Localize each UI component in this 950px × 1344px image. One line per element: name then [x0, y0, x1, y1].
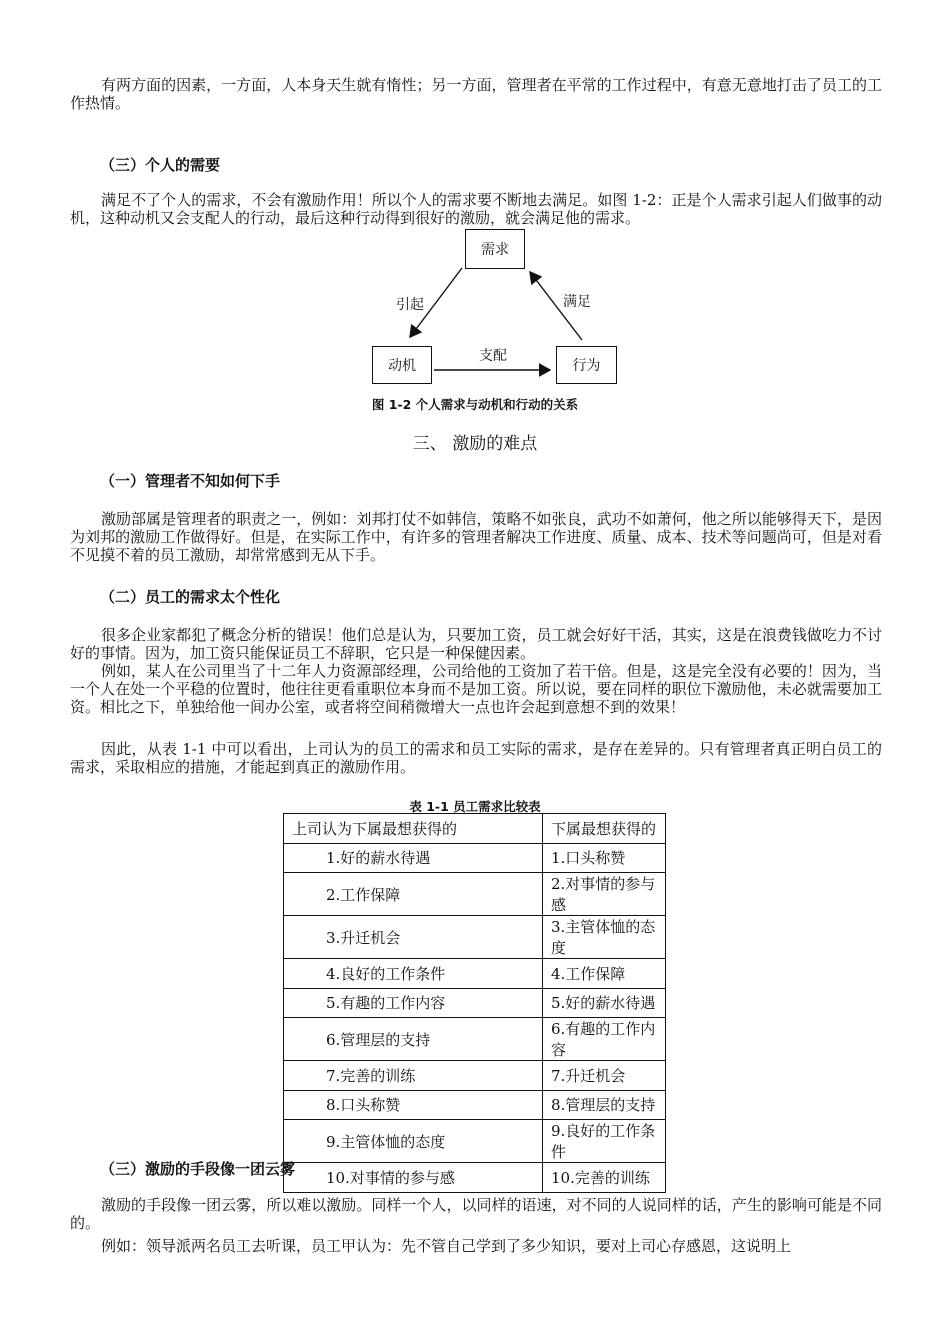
table-header-row [284, 814, 666, 844]
diagram-box-need: 需求 [465, 229, 525, 269]
table-cell-staff: 3.主管体恤的态度 [543, 916, 666, 959]
heading-personal-needs: （三）个人的需要 [100, 156, 221, 174]
table-cell-boss: 3.升迁机会 [284, 916, 543, 959]
diagram-box-motive: 动机 [372, 346, 432, 384]
table-caption: 表 1-1 员工需求比较表 [409, 799, 541, 814]
label-cause: 引起 [396, 297, 424, 313]
table-row [284, 959, 666, 989]
heading-individual: （二）员工的需求太个性化 [100, 588, 281, 606]
label-dominate: 支配 [479, 348, 507, 364]
table-row [284, 1090, 666, 1120]
table-row [284, 1061, 666, 1091]
table-header-staff: 下属最想获得的 [543, 814, 666, 844]
table-cell-staff: 6.有趣的工作内容 [543, 1018, 666, 1061]
table-row [284, 1018, 666, 1061]
table-header-boss: 上司认为下属最想获得的 [284, 814, 543, 844]
table-cell-boss: 2.工作保障 [284, 873, 543, 916]
heading-cloud: （三）激励的手段像一团云雾 [100, 1160, 296, 1178]
label-satisfy: 满足 [563, 294, 591, 310]
heading-manager: （一）管理者不知如何下手 [100, 472, 281, 490]
table-cell-staff: 5.好的薪水待遇 [543, 988, 666, 1018]
table-cell-staff: 1.口头称赞 [543, 843, 666, 873]
table-row [284, 916, 666, 959]
needs-comparison-table [283, 813, 666, 1193]
table-cell-boss: 4.良好的工作条件 [284, 959, 543, 989]
table-cell-boss: 1.好的薪水待遇 [284, 843, 543, 873]
table-row [284, 1120, 666, 1163]
paragraph-manager: 激励部属是管理者的职责之一，例如：刘邦打仗不如韩信，策略不如张良，武功不如萧何，他之所以能够得天下，是因为刘邦的激励工作做得好。但是，在实际工作中，有许多的管理者解决工作进度、质量、成本、技术等问题尚可，但是对看不见摸不着的员工激励，却常常感到无从下手。 [70, 510, 882, 564]
table-cell-staff: 2.对事情的参与感 [543, 873, 666, 916]
table-cell-boss: 7.完善的训练 [284, 1061, 543, 1091]
figure-caption: 图 1-2 个人需求与动机和行动的关系 [371, 397, 579, 412]
table-row [284, 843, 666, 873]
paragraph-example: 例如，某人在公司里当了十二年人力资源部经理，公司给他的工资加了若干倍。但是，这是完全没有必要的！因为，当一个人在处一个平稳的位置时，他往往更看重职位本身而不是加工资。所以说，要在同样的职位下激励他，未必就需要加工资。相比之下，单独给他一间办公室，或者将空间稍微增大一点也许会起到意想不到的效果！ [70, 662, 882, 716]
table-row [284, 873, 666, 916]
diagram-box-behavior: 行为 [556, 346, 617, 384]
paragraph-wrong-concept: 很多企业家都犯了概念分析的错误！他们总是认为，只要加工资，员工就会好好干活，其实，这是在浪费钱做吃力不讨好的事情。因为，加工资只能保证员工不辞职，它只是一种保健因素。 [70, 626, 882, 662]
paragraph-cloud: 激励的手段像一团云雾，所以难以激励。同样一个人，以同样的语速，对不同的人说同样的话，产生的影响可能是不同的。 [70, 1196, 882, 1232]
diagram-arrows [0, 0, 950, 420]
table-cell-boss: 5.有趣的工作内容 [284, 988, 543, 1018]
section-title: 三、 激励的难点 [412, 434, 538, 454]
paragraph-cloud-example: 例如：领导派两名员工去听课，员工甲认为：先不管自己学到了多少知识，要对上司心存感恩，这说明上 [101, 1237, 792, 1255]
paragraph-intro: 有两方面的因素，一方面，人本身天生就有惰性；另一方面，管理者在平常的工作过程中，有意无意地打击了员工的工作热情。 [70, 76, 882, 112]
table-cell-boss: 10.对事情的参与感 [284, 1163, 543, 1193]
table-row [284, 1163, 666, 1193]
paragraph-needs: 满足不了个人的需求，不会有激励作用！所以个人的需求要不断地去满足。如图 1-2：正是个人需求引起人们做事的动机，这种动机又会支配人的行动，最后这种行动得到很好的激励，就会满足他的需求。 [70, 191, 882, 227]
table-cell-boss: 8.口头称赞 [284, 1090, 543, 1120]
table-cell-staff: 7.升迁机会 [543, 1061, 666, 1091]
table-cell-staff: 4.工作保障 [543, 959, 666, 989]
table-cell-staff: 8.管理层的支持 [543, 1090, 666, 1120]
table-cell-staff: 10.完善的训练 [543, 1163, 666, 1193]
table-cell-staff: 9.良好的工作条件 [543, 1120, 666, 1163]
table-row [284, 988, 666, 1018]
paragraph-therefore: 因此，从表 1-1 中可以看出，上司认为的员工的需求和员工实际的需求，是存在差异的。只有管理者真正明白员工的需求，采取相应的措施，才能起到真正的激励作用。 [70, 740, 882, 776]
table-cell-boss: 9.主管体恤的态度 [284, 1120, 543, 1163]
table-cell-boss: 6.管理层的支持 [284, 1018, 543, 1061]
